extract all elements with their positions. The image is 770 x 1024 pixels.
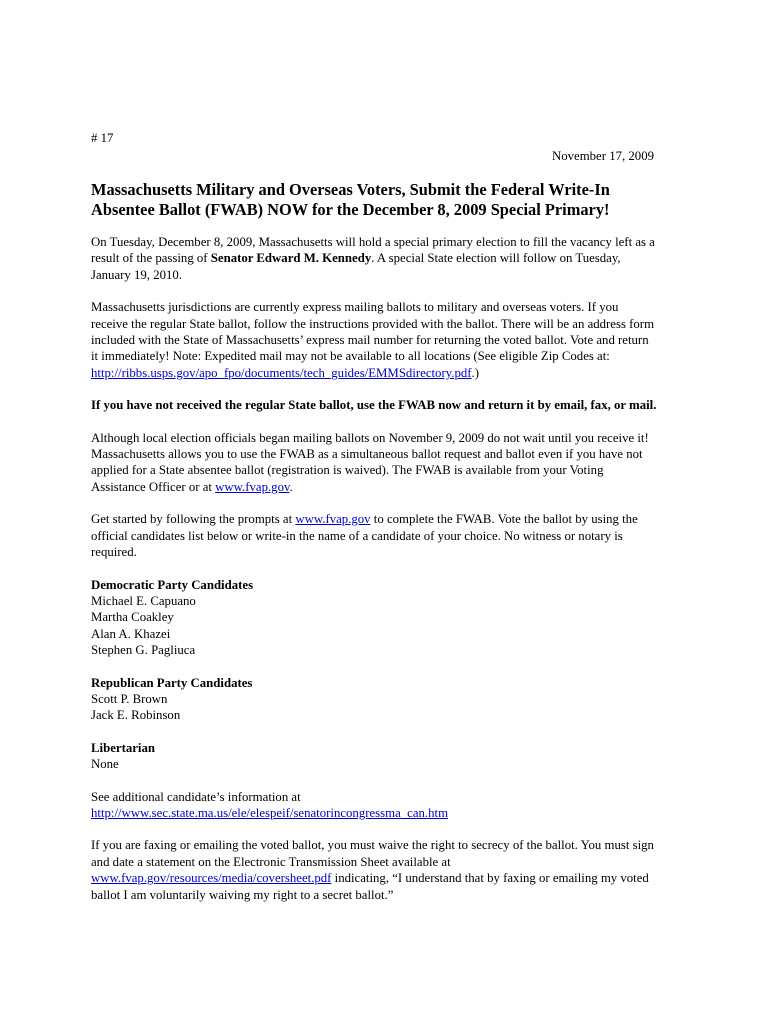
- candidate-group-heading: Democratic Party Candidates: [91, 577, 254, 592]
- coversheet-link[interactable]: www.fvap.gov/resources/media/coversheet.pdf: [91, 871, 332, 886]
- republican-candidates: [91, 675, 658, 724]
- candidate-name: Alan A. Khazei: [91, 626, 171, 641]
- bold-instruction: If you have not received the regular State ballot, use the FWAB now and return it by email, fax, or mail.: [91, 398, 657, 413]
- bulletin-number: # 17: [91, 131, 114, 145]
- libertarian-candidates: [91, 740, 658, 773]
- paragraph-text: .): [471, 365, 480, 380]
- fvap-link[interactable]: www.fvap.gov: [295, 512, 371, 527]
- senator-name: Senator Edward M. Kennedy: [210, 251, 372, 266]
- democratic-candidates: [91, 577, 658, 659]
- paragraph-text: . A special State election will follow on Tuesday, January 19, 2010.: [91, 251, 621, 282]
- candidate-name: None: [91, 757, 119, 772]
- candidate-name: Stephen G. Pagliuca: [91, 643, 196, 658]
- paragraph-candidate-info: [91, 789, 658, 822]
- candidate-group-heading: Republican Party Candidates: [91, 675, 253, 690]
- paragraph-text: On Tuesday, December 8, 2009, Massachusetts will hold a special primary election to fill the vacancy left as a result of the passing of: [91, 235, 655, 266]
- paragraph-text: Massachusetts jurisdictions are currently express mailing ballots to military and overseas voters. If you receive the regular State ballot, follow the instructions provided with the ballot. There will be an address form included with the State of Massachusetts’ express mail number for returning the voted ballot. Vote and return it immediately! Note: Expedited mail may not be available to all locations (See eligible Zip Codes at:: [91, 300, 655, 364]
- title-line-2: Absentee Ballot (FWAB) NOW for the December 8, 2009 Special Primary!: [91, 200, 610, 219]
- document-title: [91, 180, 658, 220]
- title-line-1: Massachusetts Military and Overseas Voters, Submit the Federal Write-In: [91, 180, 610, 199]
- paragraph-secrecy-waiver: [91, 837, 658, 903]
- paragraph-text: If you are faxing or emailing the voted ballot, you must waive the right to secrecy of the ballot. You must sign and date a statement on the Electronic Transmission Sheet available at: [91, 838, 654, 869]
- candidate-name: Scott P. Brown: [91, 691, 168, 706]
- paragraph-text: to complete the FWAB. Vote the ballot by using the official candidates list below or write-in the name of a candidate of your choice. No witness or notary is required.: [91, 512, 638, 560]
- paragraph-text: indicating, “I understand that by faxing or emailing my voted ballot I am voluntarily waiving my right to a secret ballot.”: [91, 871, 649, 902]
- emms-directory-link[interactable]: http://ribbs.usps.gov/apo_fpo/documents/tech_guides/EMMSdirectory.pdf: [91, 365, 472, 380]
- paragraph-use-fwab: [91, 397, 658, 413]
- candidate-name: Michael E. Capuano: [91, 593, 196, 608]
- fvap-link[interactable]: www.fvap.gov: [215, 479, 290, 494]
- paragraph-express-mail: [91, 299, 658, 381]
- paragraph-election-date: [91, 234, 658, 283]
- paragraph-text: Get started by following the prompts at: [91, 512, 296, 527]
- candidate-info-link[interactable]: http://www.sec.state.ma.us/ele/elespeif/senatorincongressma_can.htm: [91, 805, 449, 820]
- paragraph-text: Although local election officials began mailing ballots on November 9, 2009 do not wait until you receive it! Massachusetts allows you to use the FWAB as a simultaneous ballot request and ballot even if you have not applied for a State absentee ballot (registration is waived). The FWAB is available from your Voting Assistance Officer or at: [91, 430, 649, 494]
- paragraph-mailing-ballots: [91, 430, 658, 496]
- candidate-group-heading: Libertarian: [91, 740, 155, 755]
- candidate-name: Jack E. Robinson: [91, 708, 181, 723]
- candidate-name: Martha Coakley: [91, 610, 174, 625]
- paragraph-text: .: [289, 479, 293, 494]
- paragraph-text: See additional candidate’s information at: [91, 789, 301, 804]
- bulletin-date: November 17, 2009: [551, 149, 654, 163]
- paragraph-get-started: [91, 511, 658, 560]
